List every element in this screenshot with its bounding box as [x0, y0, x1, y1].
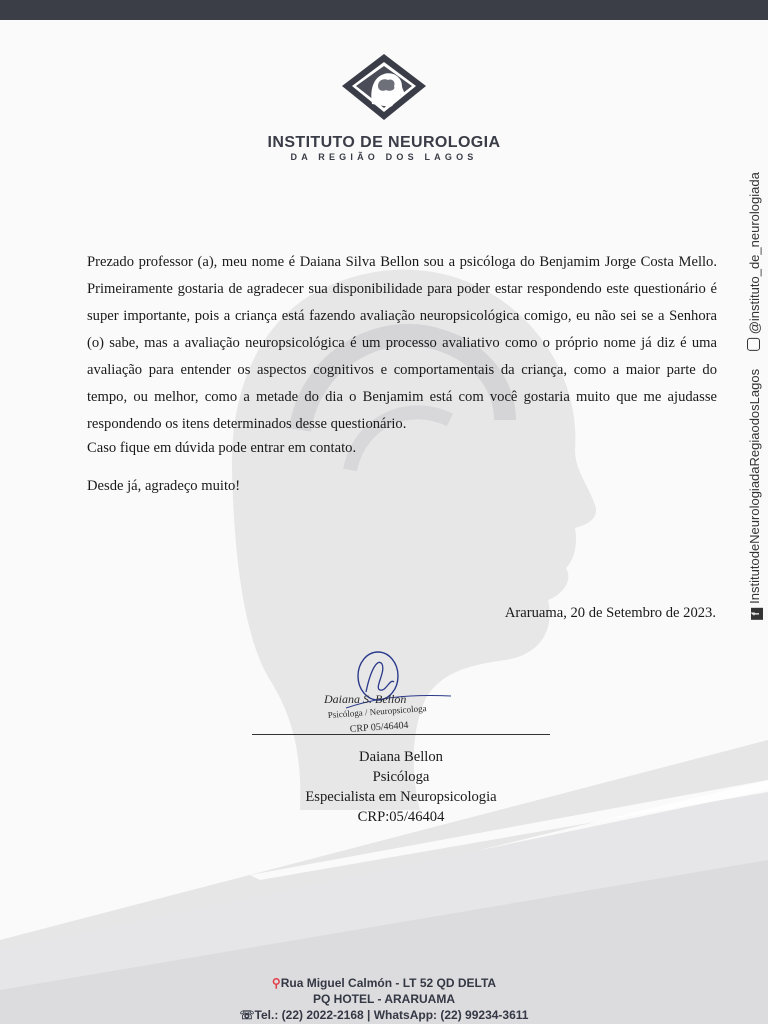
- signer-specialty: Especialista em Neuropsicologia: [305, 789, 497, 805]
- instagram-handle: @instituto_de_neurologiada: [747, 172, 762, 335]
- signature-line: [252, 734, 550, 735]
- signature-stamp: [316, 648, 466, 738]
- signer-crp: CRP:05/46404: [357, 809, 445, 825]
- signer-role: Psicóloga: [372, 769, 430, 785]
- instagram-icon: [747, 338, 760, 351]
- svg-text:Psicóloga / Neuropsicologa: Psicóloga / Neuropsicologa: [327, 703, 427, 720]
- head-brain-logo-icon: [338, 52, 430, 122]
- date-line: Araruama, 20 de Setembro de 2023.: [504, 605, 716, 621]
- address-line-1: Rua Miguel Calmón - LT 52 QD DELTA: [280, 976, 497, 990]
- location-pin-icon: ⚲: [271, 976, 281, 990]
- letter-body: [87, 249, 717, 438]
- letter-paragraph-3: Desde já, agradeço muito!: [87, 478, 241, 494]
- facebook-handle: InstitutodeNeurologiadaRegiaodosLagos: [747, 368, 762, 604]
- side-social-text: [747, 172, 763, 620]
- footer-contact: [200, 975, 568, 1023]
- contact-line: Tel.: (22) 2022-2168 | WhatsApp: (22) 99234-3611: [254, 1008, 529, 1022]
- svg-text:CRP 05/46404: CRP 05/46404: [349, 719, 409, 735]
- phone-icon: ☏: [239, 1008, 255, 1022]
- facebook-icon: f: [751, 608, 763, 620]
- side-social-bar: [735, 128, 768, 663]
- svg-text:Daiana S. Bellon: Daiana S. Bellon: [324, 692, 407, 706]
- org-name: INSTITUTO DE NEUROLOGIA: [267, 134, 501, 151]
- letter-paragraph-1: Prezado professor (a), meu nome é Daiana Silva Bellon sou a psicóloga do Benjamim Jorge Costa Mello. Primeiramente gostaria de agradecer sua disponibilidade para poder estar respondendo este questionário é super importante, pois a criança está fazendo avaliação neuropsicológica comigo, eu não sei se a Senhora (o) sabe, mas a avaliação neuropsicológica é um processo avaliativo como o próprio nome já diz é uma avaliação para entender os aspectos cognitivos e comportamentais da criança, como a maior parte do tempo, ou melhor, como a metade do dia o Benjamim está com você gostaria muito que me ajudasse respondendo os itens determinados desse questionário.: [87, 254, 717, 432]
- letter-paragraph-2: Caso fique em dúvida pode entrar em contato.: [87, 440, 357, 456]
- org-subtitle: DA REGIÃO DOS LAGOS: [290, 152, 478, 162]
- signer-name: Daiana Bellon: [359, 749, 443, 765]
- signature-block: [252, 747, 550, 827]
- address-line-2: PQ HOTEL - ARARUAMA: [313, 992, 455, 1006]
